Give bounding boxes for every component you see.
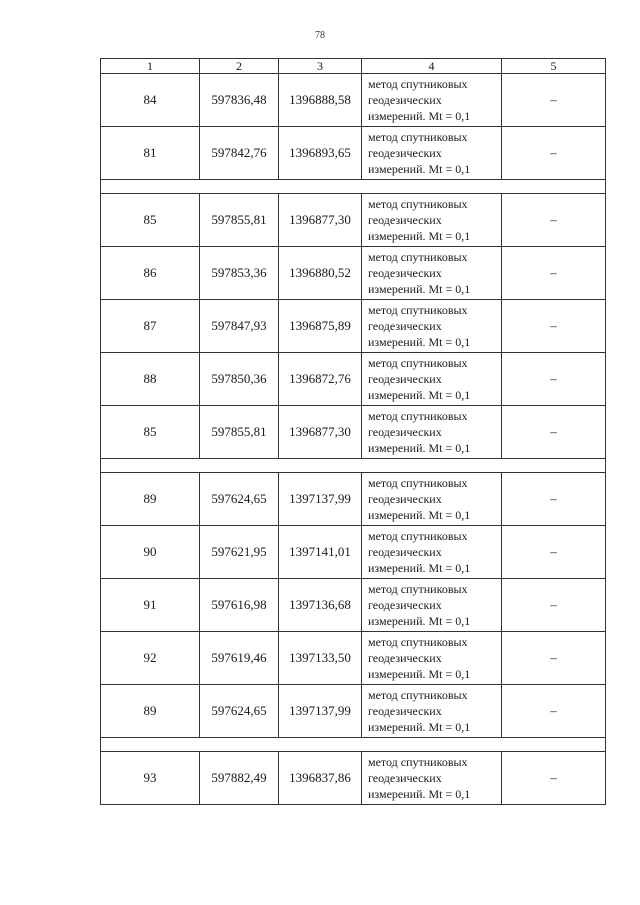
x-coordinate-cell: 597855,81 bbox=[200, 194, 279, 247]
x-coordinate-cell: 597842,76 bbox=[200, 127, 279, 180]
method-cell: метод спутниковых геодезических измерений. Mt = 0,1 bbox=[362, 247, 502, 300]
note-cell: – bbox=[502, 194, 606, 247]
x-coordinate-cell: 597619,46 bbox=[200, 632, 279, 685]
x-coordinate-cell: 597850,36 bbox=[200, 353, 279, 406]
x-coordinate-cell: 597853,36 bbox=[200, 247, 279, 300]
table-row bbox=[101, 406, 606, 459]
x-coordinate-cell: 597624,65 bbox=[200, 685, 279, 738]
header-col-4: 4 bbox=[362, 59, 502, 74]
header-col-2: 2 bbox=[200, 59, 279, 74]
x-coordinate-cell: 597624,65 bbox=[200, 473, 279, 526]
y-coordinate-cell: 1397133,50 bbox=[279, 632, 362, 685]
x-coordinate-cell: 597616,98 bbox=[200, 579, 279, 632]
y-coordinate-cell: 1396877,30 bbox=[279, 406, 362, 459]
table-row bbox=[101, 353, 606, 406]
note-cell: – bbox=[502, 473, 606, 526]
x-coordinate-cell: 597855,81 bbox=[200, 406, 279, 459]
point-number-cell: 85 bbox=[101, 406, 200, 459]
y-coordinate-cell: 1397136,68 bbox=[279, 579, 362, 632]
coordinates-table bbox=[100, 58, 606, 805]
point-number-cell: 86 bbox=[101, 247, 200, 300]
point-number-cell: 91 bbox=[101, 579, 200, 632]
y-coordinate-cell: 1397141,01 bbox=[279, 526, 362, 579]
point-number-cell: 89 bbox=[101, 473, 200, 526]
note-cell: – bbox=[502, 127, 606, 180]
header-col-5: 5 bbox=[502, 59, 606, 74]
note-cell: – bbox=[502, 579, 606, 632]
point-number-cell: 90 bbox=[101, 526, 200, 579]
y-coordinate-cell: 1396893,65 bbox=[279, 127, 362, 180]
note-cell: – bbox=[502, 353, 606, 406]
header-row bbox=[101, 59, 606, 74]
x-coordinate-cell: 597847,93 bbox=[200, 300, 279, 353]
note-cell: – bbox=[502, 74, 606, 127]
y-coordinate-cell: 1396837,86 bbox=[279, 752, 362, 805]
point-number-cell: 93 bbox=[101, 752, 200, 805]
point-number-cell: 81 bbox=[101, 127, 200, 180]
separator-cell bbox=[101, 738, 606, 752]
x-coordinate-cell: 597882,49 bbox=[200, 752, 279, 805]
method-cell: метод спутниковых геодезических измерений. Mt = 0,1 bbox=[362, 406, 502, 459]
method-cell: метод спутниковых геодезических измерений. Mt = 0,1 bbox=[362, 74, 502, 127]
separator-cell bbox=[101, 180, 606, 194]
note-cell: – bbox=[502, 752, 606, 805]
x-coordinate-cell: 597621,95 bbox=[200, 526, 279, 579]
table-row bbox=[101, 247, 606, 300]
note-cell: – bbox=[502, 247, 606, 300]
table-row bbox=[101, 194, 606, 247]
table-row bbox=[101, 473, 606, 526]
y-coordinate-cell: 1396872,76 bbox=[279, 353, 362, 406]
page-number: 78 bbox=[315, 30, 325, 41]
point-number-cell: 92 bbox=[101, 632, 200, 685]
method-cell: метод спутниковых геодезических измерений. Mt = 0,1 bbox=[362, 579, 502, 632]
method-cell: метод спутниковых геодезических измерений. Mt = 0,1 bbox=[362, 353, 502, 406]
separator-cell bbox=[101, 459, 606, 473]
x-coordinate-cell: 597836,48 bbox=[200, 74, 279, 127]
table-row bbox=[101, 74, 606, 127]
table-row bbox=[101, 127, 606, 180]
method-cell: метод спутниковых геодезических измерений. Mt = 0,1 bbox=[362, 473, 502, 526]
point-number-cell: 89 bbox=[101, 685, 200, 738]
table-row bbox=[101, 579, 606, 632]
y-coordinate-cell: 1396877,30 bbox=[279, 194, 362, 247]
point-number-cell: 87 bbox=[101, 300, 200, 353]
group-separator bbox=[101, 738, 606, 752]
method-cell: метод спутниковых геодезических измерений. Mt = 0,1 bbox=[362, 752, 502, 805]
table-row bbox=[101, 300, 606, 353]
y-coordinate-cell: 1396880,52 bbox=[279, 247, 362, 300]
note-cell: – bbox=[502, 526, 606, 579]
y-coordinate-cell: 1396888,58 bbox=[279, 74, 362, 127]
method-cell: метод спутниковых геодезических измерений. Mt = 0,1 bbox=[362, 632, 502, 685]
group-separator bbox=[101, 459, 606, 473]
note-cell: – bbox=[502, 300, 606, 353]
point-number-cell: 85 bbox=[101, 194, 200, 247]
note-cell: – bbox=[502, 632, 606, 685]
y-coordinate-cell: 1397137,99 bbox=[279, 685, 362, 738]
point-number-cell: 84 bbox=[101, 74, 200, 127]
header-col-1: 1 bbox=[101, 59, 200, 74]
header-col-3: 3 bbox=[279, 59, 362, 74]
table-row bbox=[101, 632, 606, 685]
method-cell: метод спутниковых геодезических измерений. Mt = 0,1 bbox=[362, 194, 502, 247]
y-coordinate-cell: 1396875,89 bbox=[279, 300, 362, 353]
note-cell: – bbox=[502, 685, 606, 738]
method-cell: метод спутниковых геодезических измерений. Mt = 0,1 bbox=[362, 127, 502, 180]
method-cell: метод спутниковых геодезических измерений. Mt = 0,1 bbox=[362, 300, 502, 353]
method-cell: метод спутниковых геодезических измерений. Mt = 0,1 bbox=[362, 685, 502, 738]
table-row bbox=[101, 752, 606, 805]
note-cell: – bbox=[502, 406, 606, 459]
table-row bbox=[101, 685, 606, 738]
y-coordinate-cell: 1397137,99 bbox=[279, 473, 362, 526]
point-number-cell: 88 bbox=[101, 353, 200, 406]
group-separator bbox=[101, 180, 606, 194]
table-row bbox=[101, 526, 606, 579]
method-cell: метод спутниковых геодезических измерений. Mt = 0,1 bbox=[362, 526, 502, 579]
